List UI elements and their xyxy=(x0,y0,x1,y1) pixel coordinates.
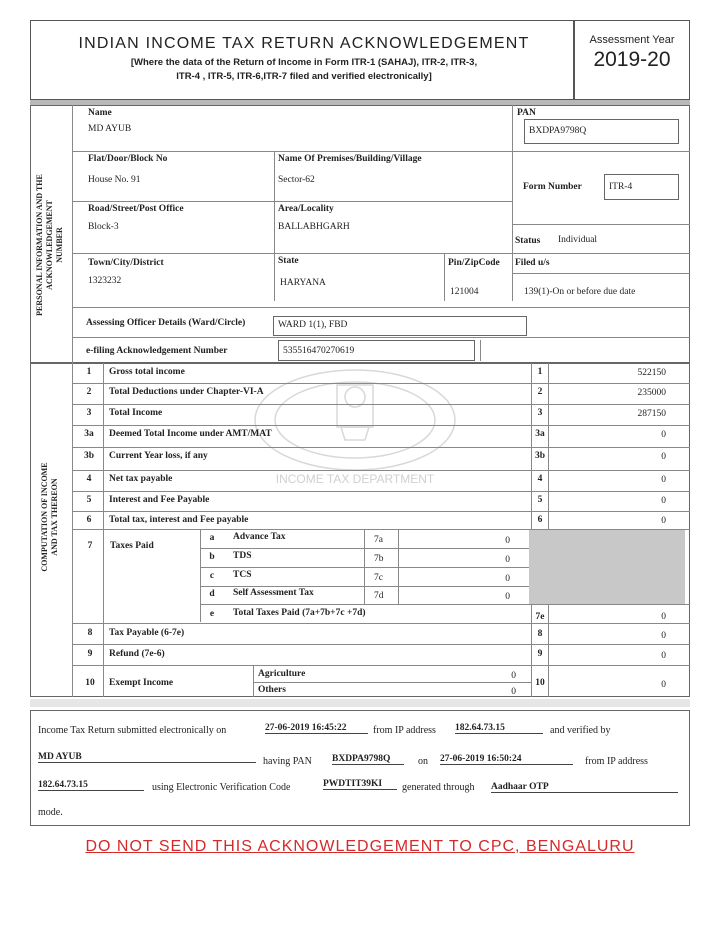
comp-row-number: 1 xyxy=(86,367,92,377)
verification-method: Aadhaar OTP xyxy=(491,782,678,793)
personal-section-label-line-1: PERSONAL INFORMATION AND THE xyxy=(35,174,44,316)
row7e-label: Total Taxes Paid (7a+7b+7c +7d) xyxy=(233,608,366,618)
cpc-warning: DO NOT SEND THIS ACKNOWLEDGEMENT TO CPC, BENGALURU xyxy=(85,838,635,855)
ao-label: Assessing Officer Details (Ward/Circle) xyxy=(86,318,246,328)
comp-row-label: Total Income xyxy=(109,408,163,418)
row7e-letter: e xyxy=(209,609,215,619)
comp-row-ref: 1 xyxy=(537,367,543,377)
tax-row-value: 0 xyxy=(505,536,510,546)
footer-text-3: and verified by xyxy=(550,725,611,736)
tax-row-label: TDS xyxy=(233,551,252,561)
comp-row-number: 3 xyxy=(86,408,92,418)
footer-text-6: from IP address xyxy=(585,756,648,767)
comp-row-ref: 3 xyxy=(537,408,543,418)
pan-value: BXDPA9798Q xyxy=(524,119,679,144)
row9-value: 0 xyxy=(661,651,666,661)
tax-row-ref: 7d xyxy=(374,591,384,601)
ack-end-divider xyxy=(480,340,481,361)
computation-section-label-line-1: COMPUTATION OF INCOME xyxy=(40,462,49,572)
tax-row-letter: c xyxy=(209,571,215,581)
row8-label: Tax Payable (6-7e) xyxy=(109,628,185,638)
ip-address-2: 182.64.73.15 xyxy=(38,780,144,791)
row9-ref: 9 xyxy=(537,649,543,659)
footer-text-1: Income Tax Return submitted electronically on xyxy=(38,725,227,736)
comp-row-label: Net tax payable xyxy=(109,474,173,484)
row8-number: 8 xyxy=(87,628,93,638)
tax-row-ref: 7b xyxy=(374,554,384,564)
area-value: BALLABHGARH xyxy=(278,222,350,232)
comp-row-value: 287150 xyxy=(637,409,666,419)
comp-row-number: 6 xyxy=(86,515,92,525)
comp-row-label: Interest and Fee Payable xyxy=(109,495,210,505)
footer-text-8: generated through xyxy=(402,782,475,793)
pan-divider xyxy=(512,105,513,151)
filed-label: Filed u/s xyxy=(515,258,550,268)
tax-row-letter: a xyxy=(209,533,215,543)
emblem-watermark xyxy=(245,365,465,495)
form-number-label: Form Number xyxy=(523,182,582,192)
assessment-year-value: 2019-20 xyxy=(593,48,671,71)
comp-row-value: 0 xyxy=(661,475,666,485)
row7-shaded-area xyxy=(529,530,685,604)
col-divider-2 xyxy=(512,151,513,301)
comp-row-line xyxy=(72,383,690,384)
tax-row-ref: 7c xyxy=(374,573,383,583)
comp-row-line xyxy=(72,491,690,492)
state-label: State xyxy=(278,256,299,266)
row8-top-line xyxy=(72,623,690,624)
row10-sub-divider xyxy=(253,665,254,697)
row7e-value: 0 xyxy=(661,612,666,622)
row7e-top-line xyxy=(200,604,690,605)
comp-row-label: Total Deductions under Chapter-VI-A xyxy=(109,387,264,397)
area-label: Area/Locality xyxy=(278,204,334,214)
comp-row-line xyxy=(72,425,690,426)
comp-row-ref: 4 xyxy=(537,474,543,484)
road-label: Road/Street/Post Office xyxy=(88,204,184,214)
tax-row-value: 0 xyxy=(505,592,510,602)
row7e-ref: 7e xyxy=(535,612,545,622)
comp-row-ref: 3a xyxy=(535,429,545,439)
tax-row-ref: 7a xyxy=(374,535,383,545)
row10-ref: 10 xyxy=(535,678,545,688)
row-line-1 xyxy=(72,151,690,152)
comp-row-label: Current Year loss, if any xyxy=(109,451,208,461)
row-line-4 xyxy=(72,307,690,308)
tax-row-label: TCS xyxy=(233,570,252,580)
row9-top-line xyxy=(72,644,690,645)
name-value: MD AYUB xyxy=(88,124,132,134)
verifier-name: MD AYUB xyxy=(38,752,256,763)
form-subtitle xyxy=(34,56,574,84)
row10-mid-line xyxy=(253,682,531,683)
row-line-3 xyxy=(72,253,690,254)
name-label: Name xyxy=(88,108,112,118)
row9-number: 9 xyxy=(87,649,93,659)
comp-row-ref: 3b xyxy=(534,451,546,461)
comp-row-line xyxy=(72,404,690,405)
row10-others-label: Others xyxy=(258,685,286,695)
comp-row-label: Gross total income xyxy=(109,367,185,377)
premises-label: Name Of Premises/Building/Village xyxy=(278,154,422,164)
status-value: Individual xyxy=(558,235,598,245)
comp-row-value: 0 xyxy=(661,516,666,526)
comp-row-ref: 5 xyxy=(537,495,543,505)
comp-row-value: 235000 xyxy=(637,388,666,398)
col-divider-1 xyxy=(274,151,275,301)
verifier-pan: BXDPA9798Q xyxy=(332,754,404,765)
comp-row-number: 2 xyxy=(86,387,92,397)
flat-label: Flat/Door/Block No xyxy=(88,154,168,164)
row8-value: 0 xyxy=(661,631,666,641)
pin-value: 121004 xyxy=(450,287,479,297)
row10-agri-label: Agriculture xyxy=(258,669,306,679)
row10-agri-value: 0 xyxy=(511,671,516,681)
row7-label: Taxes Paid xyxy=(110,541,154,551)
tax-row-letter: d xyxy=(209,589,215,599)
ack-value: 535516470270619 xyxy=(278,340,475,361)
footer-text-4: having PAN xyxy=(263,756,312,767)
comp-row-number: 4 xyxy=(86,474,92,484)
comp-row-number: 3b xyxy=(83,451,95,461)
subtitle-line-1: [Where the data of the Return of Income in Form ITR-1 (SAHAJ), ITR-2, ITR-3, xyxy=(130,57,478,68)
town-label: Town/City/District xyxy=(88,258,164,268)
footer-text-5: on xyxy=(418,756,428,767)
comp-row-line xyxy=(72,470,690,471)
row10-label: Exempt Income xyxy=(109,678,174,688)
comp-row-value: 0 xyxy=(661,496,666,506)
comp-row-label: Total tax, interest and Fee payable xyxy=(109,515,249,525)
comp-row-value: 0 xyxy=(661,430,666,440)
row10-others-value: 0 xyxy=(511,687,516,697)
personal-section-label-line-2: ACKNOWLEDGEMENT xyxy=(45,200,54,290)
row10-number: 10 xyxy=(85,678,95,688)
flat-value: House No. 91 xyxy=(88,175,141,185)
ack-label: e-filing Acknowledgement Number xyxy=(86,346,228,356)
form-number-value: ITR-4 xyxy=(604,174,679,200)
row8-ref: 8 xyxy=(537,629,543,639)
computation-section-label xyxy=(40,387,64,647)
tax-value-divider xyxy=(398,530,399,604)
premises-value: Sector-62 xyxy=(278,175,315,185)
row-line-2 xyxy=(72,201,512,202)
subtitle-line-2: ITR-4 , ITR-5, ITR-6,ITR-7 filed and verified electronically] xyxy=(176,71,432,82)
road-value: Block-3 xyxy=(88,222,119,232)
comp-row-label: Deemed Total Income under AMT/MAT xyxy=(109,429,272,439)
comp-row-value: 522150 xyxy=(637,368,666,378)
personal-section-label-line-3: NUMBER xyxy=(55,227,64,263)
watermark-text: INCOME TAX DEPARTMENT xyxy=(275,472,435,486)
evc-value: PWDTIT39KI xyxy=(323,779,397,790)
assessment-year-label: Assessment Year xyxy=(589,34,675,46)
personal-section-label xyxy=(35,115,69,375)
comp-side-divider xyxy=(72,363,73,697)
pin-label: Pin/ZipCode xyxy=(448,258,500,268)
comp-row-ref: 6 xyxy=(537,515,543,525)
comp-row-number: 5 xyxy=(86,495,92,505)
tax-row-label: Self Assessment Tax xyxy=(233,588,314,598)
row7-number: 7 xyxy=(87,541,93,551)
ao-value: WARD 1(1), FBD xyxy=(273,316,527,336)
col-divider-pin xyxy=(444,253,445,301)
row-line-5 xyxy=(72,337,690,338)
filed-line xyxy=(512,273,690,274)
filed-value: 139(1)-On or before due date xyxy=(524,287,636,297)
ip-address-1: 182.64.73.15 xyxy=(455,723,543,734)
tax-ref-divider xyxy=(364,530,365,604)
comp-row-line xyxy=(72,447,690,448)
tax-row-value: 0 xyxy=(505,574,510,584)
comp-row-line xyxy=(72,511,690,512)
row9-label: Refund (7e-6) xyxy=(109,649,165,659)
pan-label: PAN xyxy=(517,108,536,118)
status-label: Status xyxy=(515,236,541,246)
comp-num-divider xyxy=(103,363,104,697)
personal-side-divider xyxy=(72,105,73,363)
form-title: INDIAN INCOME TAX RETURN ACKNOWLEDGEMENT xyxy=(78,35,530,52)
row10-value: 0 xyxy=(661,680,666,690)
state-value: HARYANA xyxy=(280,278,326,288)
footer-text-9: mode. xyxy=(38,807,63,818)
tax-row-letter: b xyxy=(209,552,215,562)
town-value: 1323232 xyxy=(88,276,122,286)
comp-val-divider-bottom xyxy=(548,604,549,697)
comp-row-value: 0 xyxy=(661,452,666,462)
tax-row-value: 0 xyxy=(505,555,510,565)
tax-row-label: Advance Tax xyxy=(233,532,286,542)
footer-text-7: using Electronic Verification Code xyxy=(152,782,291,793)
verified-on-value: 27-06-2019 16:50:24 xyxy=(440,754,573,765)
comp-row-number: 3a xyxy=(84,429,94,439)
computation-section-label-line-2: AND TAX THEREON xyxy=(50,478,59,556)
row10-top-line xyxy=(72,665,690,666)
row7-sub-divider xyxy=(200,529,201,622)
submitted-on-value: 27-06-2019 16:45:22 xyxy=(265,723,368,734)
comp-row-ref: 2 xyxy=(537,387,543,397)
section-gap-bar xyxy=(30,699,690,707)
footer-text-2: from IP address xyxy=(373,725,436,736)
status-top-line xyxy=(512,224,690,225)
